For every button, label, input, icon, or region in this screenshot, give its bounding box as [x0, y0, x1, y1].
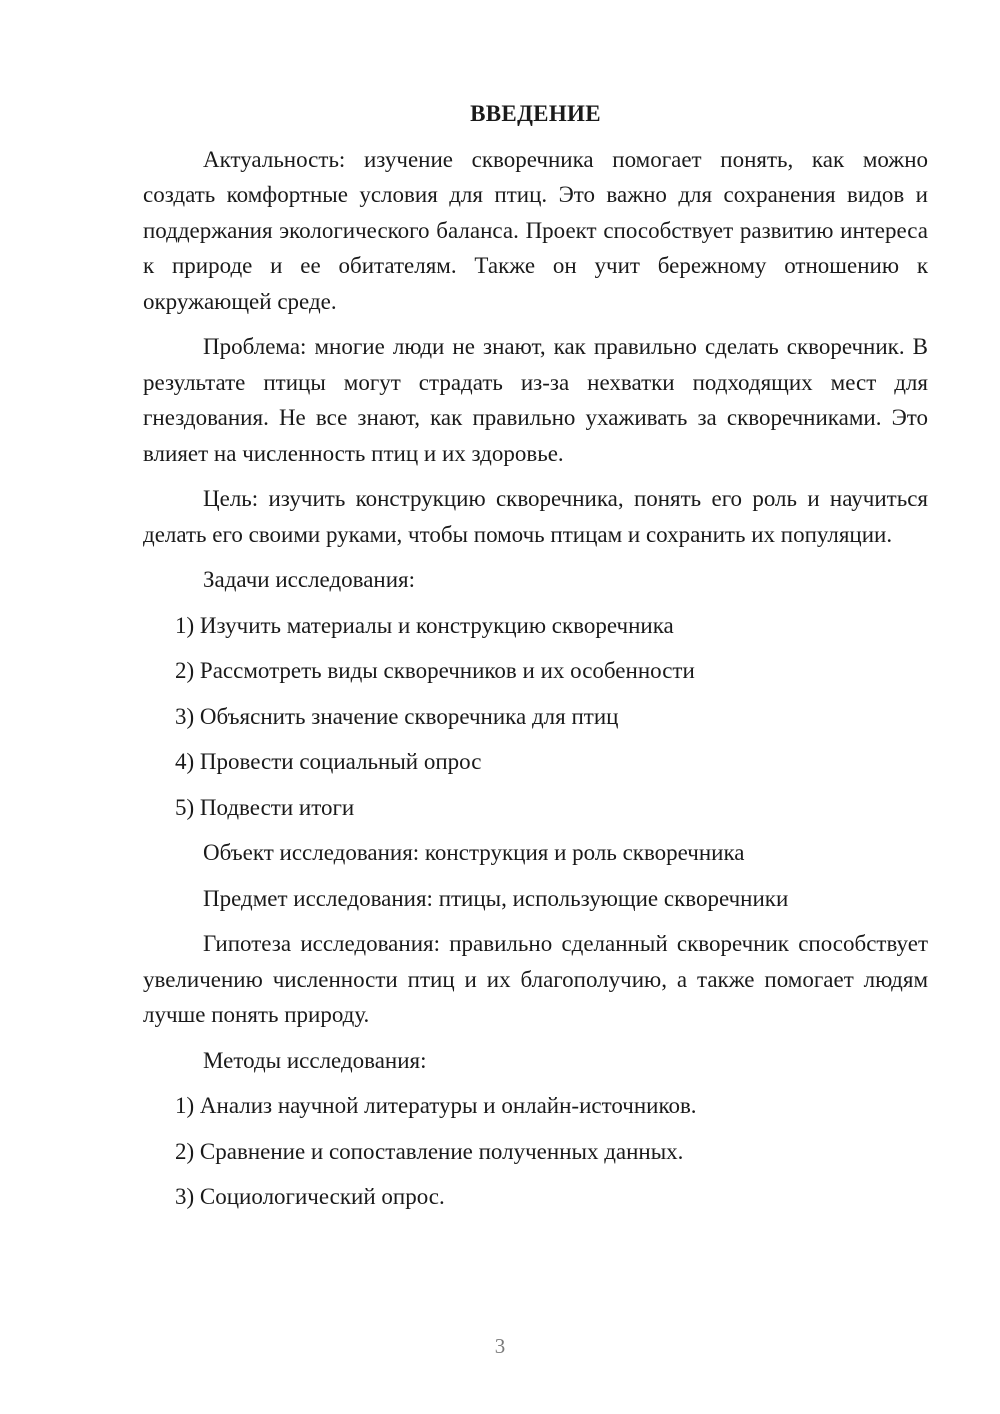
task-item: 3) Объяснить значение скворечника для птиц [175, 703, 619, 729]
method-item: 2) Сравнение и сопоставление полученных данных. [175, 1138, 684, 1164]
tasks-title: Задачи исследования: [203, 567, 416, 592]
relevance-paragraph: Актуальность: изучение скворечника помогает понять, как можно создать комфортные условия для птиц. Это важно для сохранения видов и поддержания экологического баланса. Проект способствует развитию интереса к природе и ее обитателям. Также он учит бережному отношению к окружающей среде. [143, 146, 928, 314]
section-heading: ВВЕДЕНИЕ [470, 101, 601, 126]
task-item: 2) Рассмотреть виды скворечников и их особенности [175, 658, 695, 683]
task-item: 5) Подвести итоги [175, 794, 355, 820]
research-subject: Предмет исследования: птицы, использующие скворечники [203, 885, 789, 911]
document-page [143, 96, 928, 1225]
task-item: 1) Изучить материалы и конструкцию скворечника [175, 612, 674, 638]
method-item: 3) Социологический опрос. [175, 1184, 445, 1209]
research-object: Объект исследования: конструкция и роль скворечника [203, 840, 745, 865]
hypothesis-paragraph: Гипотеза исследования: правильно сделанный скворечник способствует увеличению численности птиц и их благополучию, а также помогает людям лучше понять природу. [143, 931, 928, 1027]
task-item: 4) Провести социальный опрос [175, 749, 482, 774]
method-item: 1) Анализ научной литературы и онлайн-источников. [175, 1093, 697, 1118]
page-number: 3 [494, 1334, 506, 1358]
methods-title: Методы исследования: [203, 1047, 427, 1073]
goal-paragraph: Цель: изучить конструкцию скворечника, понять его роль и научиться делать его своими руками, чтобы помочь птицам и сохранить их популяции. [143, 486, 928, 547]
problem-paragraph: Проблема: многие люди не знают, как правильно сделать скворечник. В результате птицы могут страдать из-за нехватки подходящих мест для гнездования. Не все знают, как правильно ухаживать за скворечниками. Это влияет на численность птиц и их здоровье. [143, 334, 928, 466]
